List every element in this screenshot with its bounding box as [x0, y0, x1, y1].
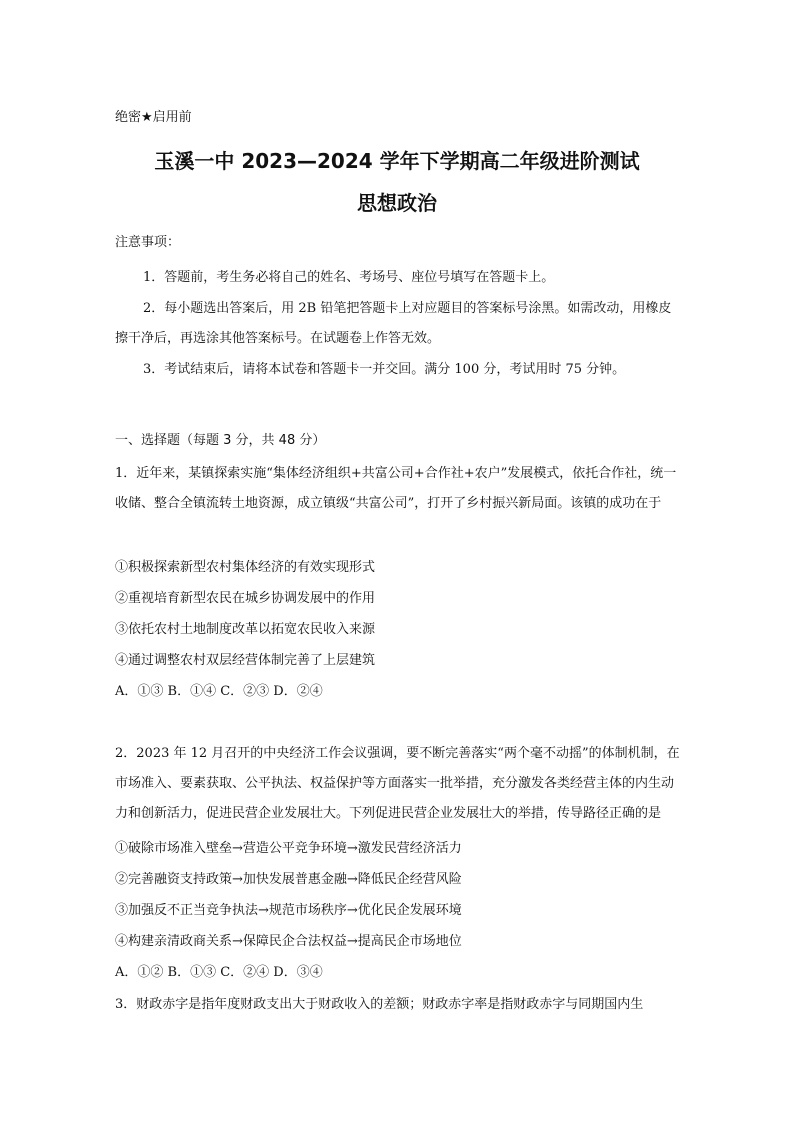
question-option: ④构建亲清政商关系→保障民企合法权益→提高民企市场地位: [115, 934, 462, 949]
question-option: ①积极探索新型农村集体经济的有效实现形式: [115, 560, 376, 575]
notice-heading: 注意事项：: [115, 235, 181, 250]
answer-choices: A．①③ B．①④ C．②③ D．②④: [115, 684, 323, 699]
question-stem: 2．2023 年 12 月召开的中央经济工作会议强调，要不断完善落实“两个毫不动摇”的体制机制，在市场准入、要素获取、公平执法、权益保护等方面落实一批举措，充分激发各类经营主体的内生动力和创新活力，促进民营企业发展壮大。下列促进民营企业发展壮大的举措，传导路径正确的是: [115, 746, 680, 821]
question-option: ③依托农村土地制度改革以拓宽农民收入来源: [115, 622, 376, 637]
secret-mark: 绝密★启用前: [115, 110, 192, 125]
question-option: ②完善融资支持政策→加快发展普惠金融→降低民企经营风险: [115, 872, 462, 887]
notice-item: 1．答题前，考生务必将自己的姓名、考场号、座位号填写在答题卡上。: [143, 270, 555, 285]
question-option: ①破除市场准入壁垒→营造公平竞争环境→激发民营经济活力: [115, 841, 462, 856]
notice-item: 3．考试结束后，请将本试卷和答题卡一并交回。满分 100 分，考试用时 75 分钟。: [143, 362, 626, 377]
answer-choices: A．①② B．①③ C．②④ D．③④: [115, 965, 323, 980]
question-stem: 3．财政赤字是指年度财政支出大于财政收入的差额；财政赤字率是指财政赤字与同期国内生: [115, 997, 644, 1012]
question-stem: 1．近年来，某镇探索实施“集体经济组织+共富公司+合作社+农户”发展模式，依托合作社，统一收储、整合全镇流转土地资源，成立镇级“共富公司”，打开了乡村振兴新局面。该镇的成功在于: [115, 466, 677, 511]
notice-item: 2．每小题选出答案后，用 2B 铅笔把答题卡上对应题目的答案标号涂黑。如需改动，用橡皮擦干净后，再选涂其他答案标号。在试题卷上作答无效。: [115, 301, 672, 346]
question-option: ④通过调整农村双层经营体制完善了上层建筑: [115, 653, 376, 668]
section-heading: 一、选择题（每题 3 分，共 48 分）: [115, 433, 326, 448]
question-option: ③加强反不正当竞争执法→规范市场秩序→优化民企发展环境: [115, 903, 462, 918]
exam-title: 玉溪一中 2023—2024 学年下学期高二年级进阶测试: [154, 149, 640, 173]
subject-title: 思想政治: [357, 191, 437, 215]
question-option: ②重视培育新型农民在城乡协调发展中的作用: [115, 591, 376, 606]
